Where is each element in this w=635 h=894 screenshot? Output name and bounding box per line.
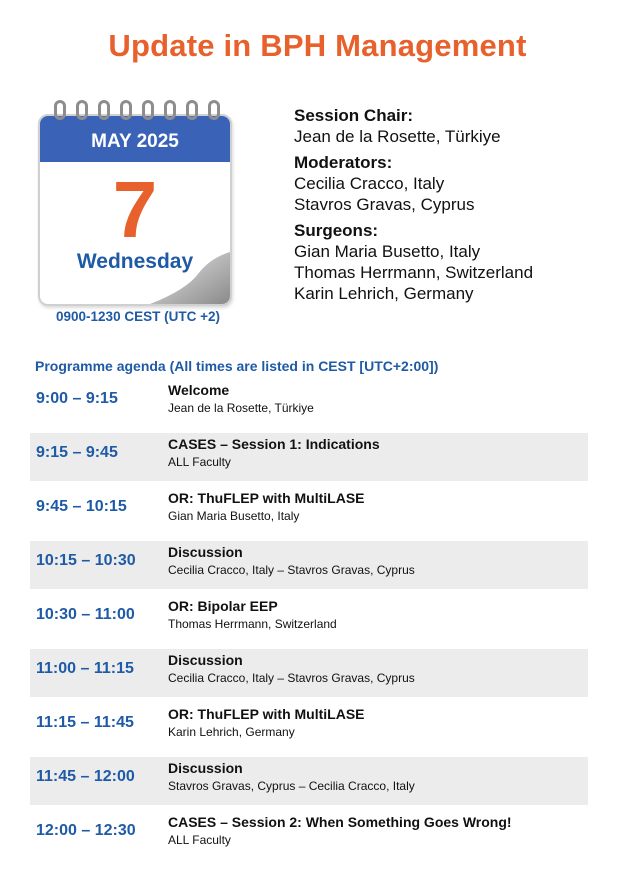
agenda-time: 11:15 – 11:45 [36, 714, 134, 731]
agenda-topic: OR: Bipolar EEP [168, 598, 278, 614]
agenda-row [30, 703, 588, 751]
calendar-rings [54, 100, 230, 126]
agenda-time: 9:00 – 9:15 [36, 390, 118, 407]
agenda-time: 12:00 – 12:30 [36, 822, 136, 839]
agenda-topic: CASES – Session 1: Indications [168, 436, 380, 452]
chair-group [294, 105, 624, 147]
agenda-row [30, 541, 588, 589]
page-title: Update in BPH Management [108, 28, 527, 63]
agenda-row [30, 379, 588, 427]
chair-name: Jean de la Rosette, Türkiye [294, 127, 501, 146]
agenda-topic: OR: ThuFLEP with MultiLASE [168, 706, 365, 722]
agenda-row [30, 649, 588, 697]
chair-label: Session Chair: [294, 106, 414, 125]
moderators-label: Moderators: [294, 153, 393, 172]
agenda-row [30, 811, 588, 859]
calendar-month-year: MAY 2025 [40, 116, 230, 162]
agenda-time: 11:45 – 12:00 [36, 768, 135, 785]
agenda-row [30, 757, 588, 805]
agenda-time: 10:30 – 11:00 [36, 606, 135, 623]
session-time-range: 0900-1230 CEST (UTC +2) [56, 309, 220, 324]
agenda-row [30, 595, 588, 643]
agenda-title: Programme agenda (All times are listed in CEST [UTC+2:00]) [35, 358, 439, 374]
page-curl-icon [150, 244, 230, 304]
session-info [294, 103, 624, 309]
agenda-time: 9:15 – 9:45 [36, 444, 118, 461]
moderator-name: Cecilia Cracco, Italy [294, 174, 445, 193]
agenda-speaker: Karin Lehrich, Germany [168, 725, 295, 739]
agenda-list [30, 379, 588, 865]
agenda-topic: Discussion [168, 760, 243, 776]
agenda-speaker: Jean de la Rosette, Türkiye [168, 401, 314, 415]
agenda-speaker: Stavros Gravas, Cyprus – Cecilia Cracco, Italy [168, 779, 415, 793]
agenda-speaker: Thomas Herrmann, Switzerland [168, 617, 337, 631]
agenda-topic: CASES – Session 2: When Something Goes Wrong! [168, 814, 512, 830]
surgeons-label: Surgeons: [294, 221, 379, 240]
agenda-speaker: Cecilia Cracco, Italy – Stavros Gravas, Cyprus [168, 671, 415, 685]
surgeons-group [294, 220, 624, 304]
agenda-row [30, 433, 588, 481]
moderator-name: Stavros Gravas, Cyprus [294, 195, 475, 214]
agenda-topic: OR: ThuFLEP with MultiLASE [168, 490, 365, 506]
agenda-topic: Discussion [168, 544, 243, 560]
agenda-time: 9:45 – 10:15 [36, 498, 127, 515]
agenda-topic: Discussion [168, 652, 243, 668]
calendar-page [38, 114, 232, 306]
agenda-row [30, 487, 588, 535]
surgeon-name: Gian Maria Busetto, Italy [294, 242, 481, 261]
agenda-speaker: Gian Maria Busetto, Italy [168, 509, 300, 523]
agenda-speaker: Cecilia Cracco, Italy – Stavros Gravas, Cyprus [168, 563, 415, 577]
agenda-time: 10:15 – 10:30 [36, 552, 136, 569]
agenda-speaker: ALL Faculty [168, 833, 231, 847]
agenda-speaker: ALL Faculty [168, 455, 231, 469]
calendar-graphic [38, 100, 230, 306]
agenda-topic: Welcome [168, 382, 230, 398]
surgeon-name: Thomas Herrmann, Switzerland [294, 263, 534, 282]
surgeon-name: Karin Lehrich, Germany [294, 284, 474, 303]
calendar-day-number: 7 [112, 165, 158, 254]
agenda-time: 11:00 – 11:15 [36, 660, 134, 677]
calendar-weekday: Wednesday [76, 250, 194, 273]
moderators-group [294, 152, 624, 215]
